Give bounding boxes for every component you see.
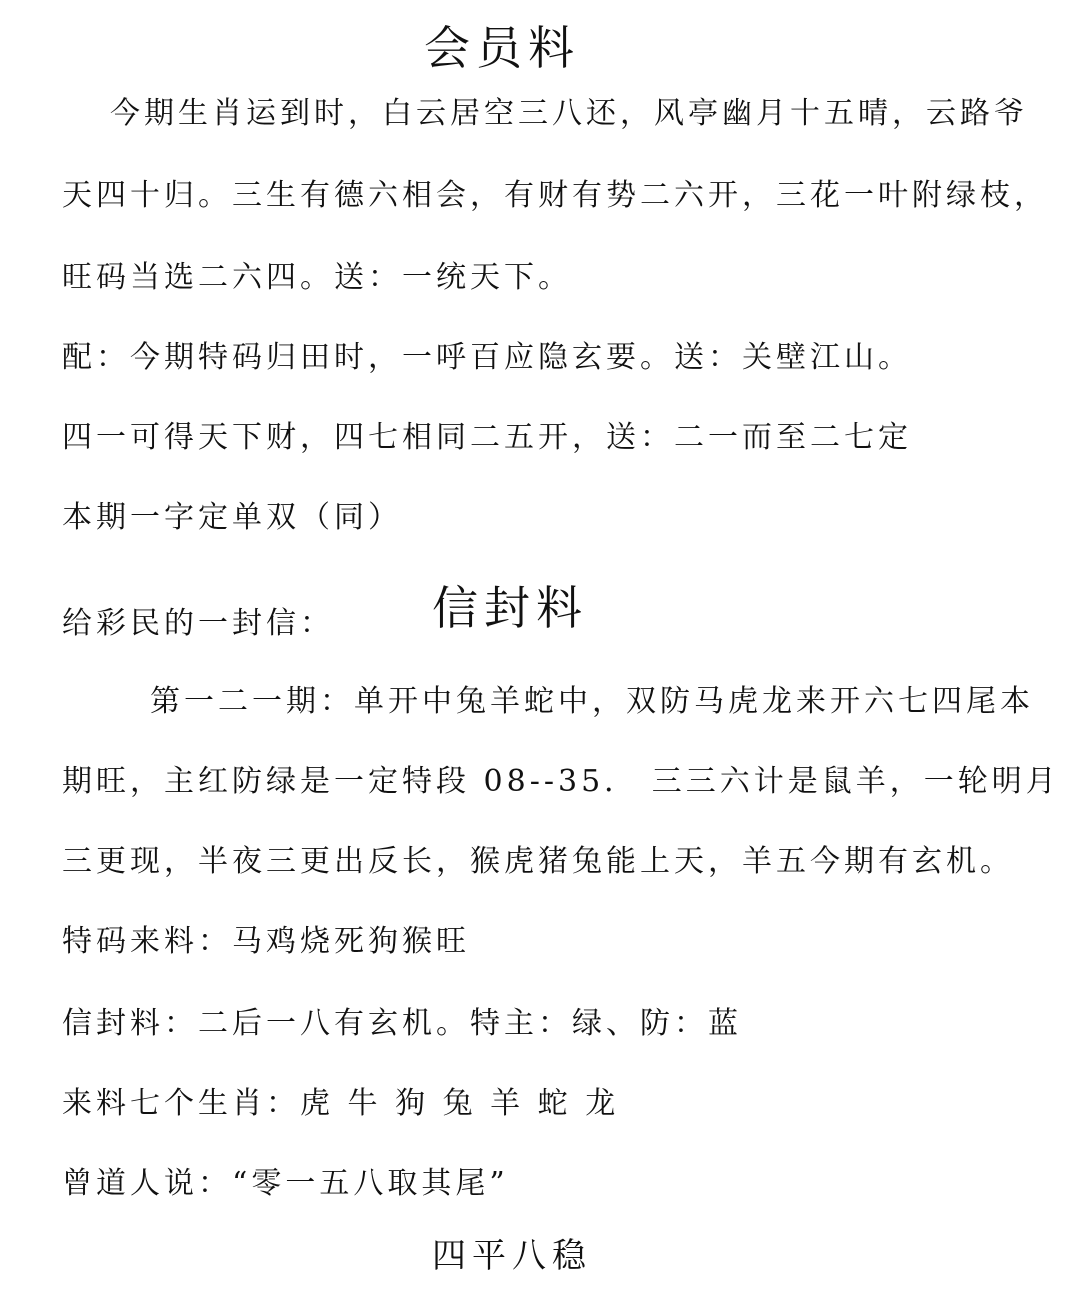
member-title: 会员料 [424, 21, 580, 75]
envelope-line-3: 三更现，半夜三更出反长，猴虎猪兔能上天，羊五今期有玄机。 [62, 844, 1014, 879]
envelope-title: 信封料 [432, 581, 588, 635]
envelope-line-2: 期旺，主红防绿是一定特段 08--35． 三三六计是鼠羊，一轮明月 [62, 764, 1060, 799]
member-line-3: 旺码当选二六四。送：一统天下。 [62, 260, 572, 295]
footer-title: 四平八稳 [432, 1236, 592, 1276]
envelope-line-5: 信封料：二后一八有玄机。特主：绿、防：蓝 [62, 1006, 742, 1041]
member-line-5: 四一可得天下财，四七相同二五开，送：二一而至二七定 [62, 420, 912, 455]
envelope-line-4: 特码来料：马鸡烧死狗猴旺 [62, 924, 470, 959]
envelope-line-7: 曾道人说：“零一五八取其尾” [62, 1166, 509, 1201]
envelope-line-6: 来料七个生肖：虎 牛 狗 兔 羊 蛇 龙 [62, 1086, 620, 1121]
envelope-line-1: 第一二一期：单开中兔羊蛇中，双防马虎龙来开六七四尾本 [150, 684, 1034, 719]
envelope-intro: 给彩民的一封信： [62, 606, 334, 641]
member-line-1: 今期生肖运到时，白云居空三八还，风亭幽月十五晴，云路爷 [110, 96, 1028, 131]
member-line-2: 天四十归。三生有德六相会，有财有势二六开，三花一叶附绿枝， [62, 178, 1048, 213]
member-line-6: 本期一字定单双（同） [62, 500, 402, 535]
member-line-4: 配：今期特码归田时，一呼百应隐玄要。送：关壁江山。 [62, 340, 912, 375]
